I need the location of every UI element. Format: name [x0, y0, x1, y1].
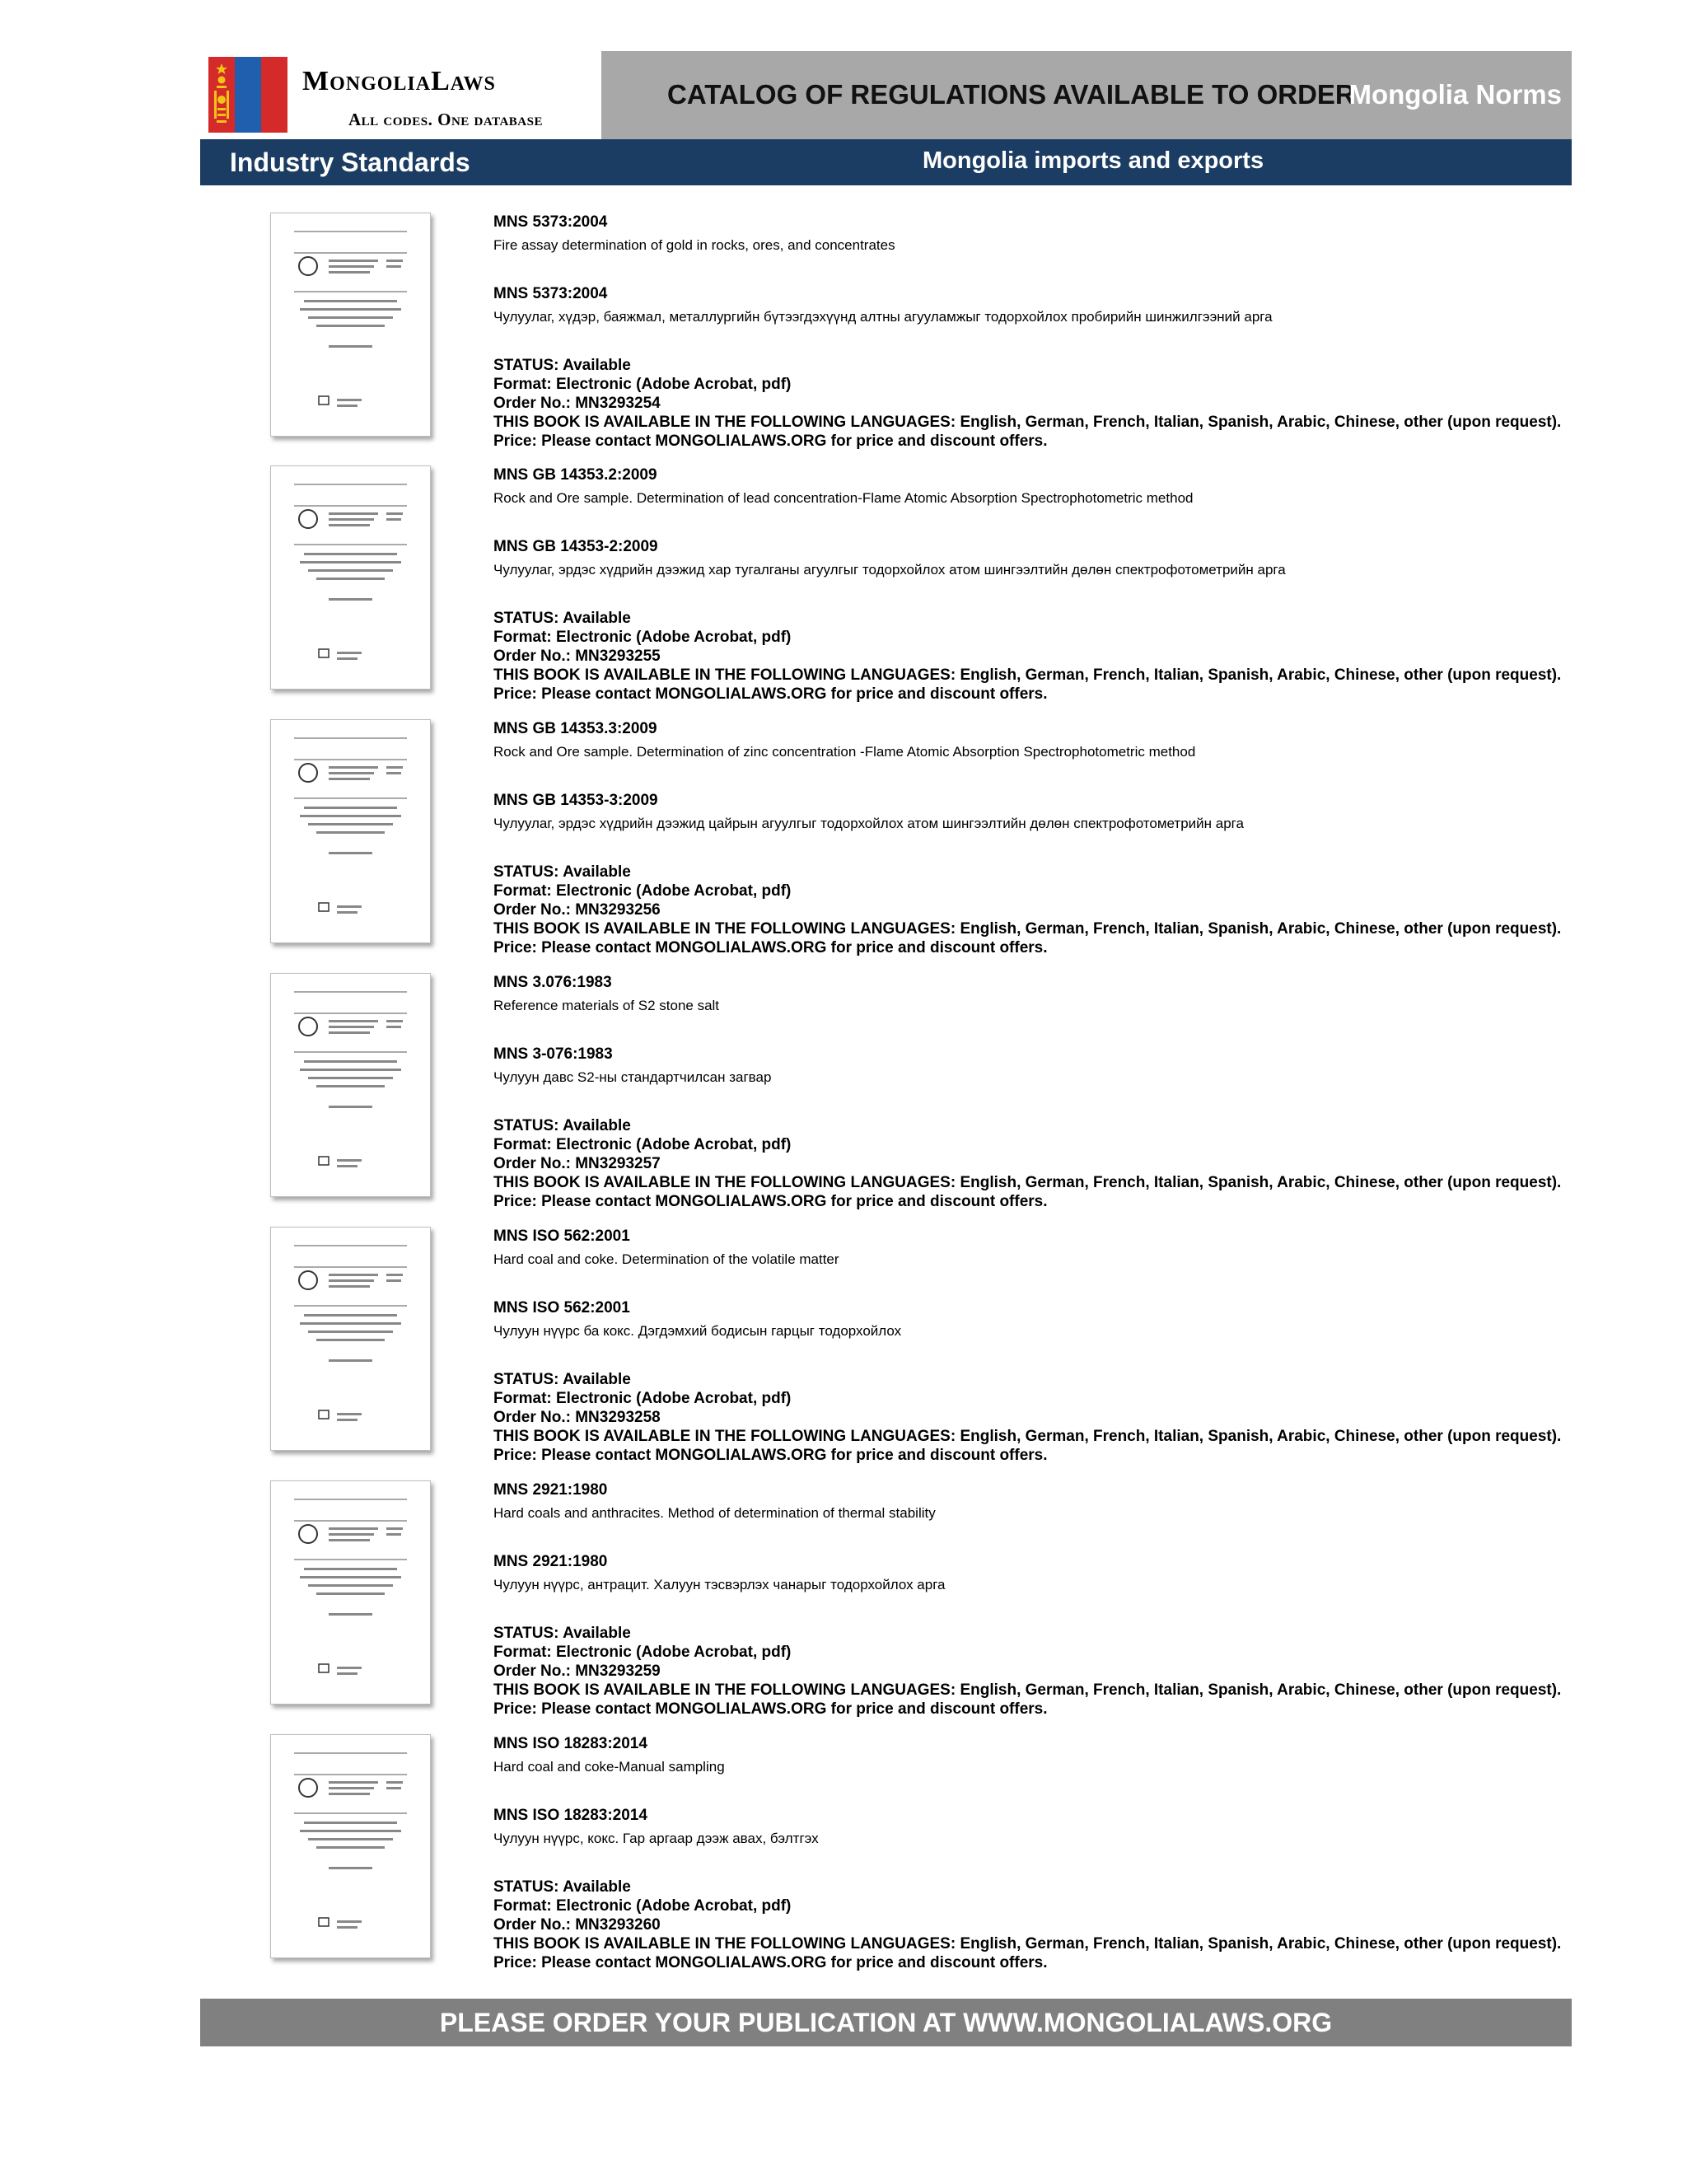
cover-page-icon [271, 1228, 430, 1450]
languages-line: THIS BOOK IS AVAILABLE IN THE FOLLOWING LANGUAGES: English, German, French, Italian, Spanish, Arabic, Chinese, other (upon request). [493, 920, 1562, 938]
standard-title-mn: Чулуун нүүрс, кокс. Гар аргаар дээж авах, бэлтгэх [493, 1831, 819, 1846]
mongolia-flag-icon [208, 57, 287, 133]
catalog-entry-5 [200, 1227, 1572, 1474]
status-line: STATUS: Available [493, 1625, 631, 1642]
status-line: STATUS: Available [493, 863, 631, 881]
standard-code-mn[interactable]: MNS ISO 562:2001 [493, 1299, 630, 1316]
status-line: STATUS: Available [493, 1878, 631, 1896]
standard-code-en[interactable]: MNS 5373:2004 [493, 213, 608, 231]
languages-line: THIS BOOK IS AVAILABLE IN THE FOLLOWING LANGUAGES: English, German, French, Italian, Spanish, Arabic, Chinese, other (upon request). [493, 1174, 1562, 1191]
logo-block[interactable] [200, 51, 601, 139]
entry-details [493, 1734, 1564, 1972]
price-line: Price: Please contact MONGOLIALAWS.ORG for price and discount offers. [493, 1447, 1048, 1464]
standard-code-en[interactable]: MNS 3.076:1983 [493, 974, 612, 991]
price-line: Price: Please contact MONGOLIALAWS.ORG for price and discount offers. [493, 1954, 1048, 1971]
entry-details [493, 1227, 1564, 1465]
standard-title-mn: Чулуулаг, хүдэр, баяжмал, металлургийн бүтээгдэхүүнд алтны агууламжыг тодорхойлох пробирийн шинжилгээний арга [493, 309, 1273, 325]
order-number: Order No.: MN3293258 [493, 1409, 661, 1426]
languages-line: THIS BOOK IS AVAILABLE IN THE FOLLOWING LANGUAGES: English, German, French, Italian, Spanish, Arabic, Chinese, other (upon request). [493, 1935, 1562, 1953]
category-subtitle: Mongolia imports and exports [923, 147, 1264, 174]
format-line: Format: Electronic (Adobe Acrobat, pdf) [493, 1644, 792, 1661]
document-cover-thumbnail[interactable] [270, 719, 431, 943]
format-line: Format: Electronic (Adobe Acrobat, pdf) [493, 882, 792, 900]
standard-code-mn[interactable]: MNS 3-076:1983 [493, 1045, 613, 1063]
catalog-entry-4 [200, 973, 1572, 1220]
page-header [200, 51, 1572, 139]
status-line: STATUS: Available [493, 357, 631, 374]
order-link[interactable]: PLEASE ORDER YOUR PUBLICATION AT WWW.MONGOLIALAWS.ORG [439, 2008, 1333, 2037]
entry-details [493, 719, 1564, 957]
languages-line: THIS BOOK IS AVAILABLE IN THE FOLLOWING LANGUAGES: English, German, French, Italian, Spanish, Arabic, Chinese, other (upon request). [493, 1428, 1562, 1445]
document-cover-thumbnail[interactable] [270, 213, 431, 437]
standard-title-mn: Чулуулаг, эрдэс хүдрийн дээжид хар тугалганы агуулгыг тодорхойлох атом шингээлтийн дөлөн спектрофотометрийн арга [493, 562, 1286, 578]
standard-title-mn: Чулуун нүүрс, антрацит. Халуун тэсвэрлэх чанарыг тодорхойлох арга [493, 1577, 946, 1592]
header-title-bar [601, 51, 1572, 139]
standard-code-en[interactable]: MNS GB 14353.2:2009 [493, 466, 657, 484]
order-number: Order No.: MN3293257 [493, 1155, 661, 1172]
order-number: Order No.: MN3293260 [493, 1916, 661, 1934]
standard-code-en[interactable]: MNS ISO 562:2001 [493, 1228, 630, 1245]
cover-page-icon [271, 466, 430, 689]
catalog-entry-1 [200, 213, 1572, 460]
cover-page-icon [271, 213, 430, 436]
languages-line: THIS BOOK IS AVAILABLE IN THE FOLLOWING LANGUAGES: English, German, French, Italian, Spanish, Arabic, Chinese, other (upon request). [493, 1681, 1562, 1699]
standard-code-mn[interactable]: MNS ISO 18283:2014 [493, 1807, 647, 1824]
standard-title-en: Rock and Ore sample. Determination of zinc concentration -Flame Atomic Absorption Spectrophotometric method [493, 744, 1196, 760]
status-line: STATUS: Available [493, 610, 631, 627]
standard-code-mn[interactable]: MNS 2921:1980 [493, 1553, 608, 1570]
category-title: Industry Standards [230, 147, 470, 177]
order-number: Order No.: MN3293256 [493, 901, 661, 919]
standard-title-mn: Чулуун нүүрс ба кокс. Дэгдэмхий бодисын гарцыг тодорхойлох [493, 1323, 902, 1339]
format-line: Format: Electronic (Adobe Acrobat, pdf) [493, 376, 792, 393]
cover-page-icon [271, 1735, 430, 1957]
order-footer[interactable] [200, 1999, 1572, 2046]
standard-code-en[interactable]: MNS 2921:1980 [493, 1481, 608, 1499]
catalog-entry-3 [200, 719, 1572, 966]
languages-line: THIS BOOK IS AVAILABLE IN THE FOLLOWING LANGUAGES: English, German, French, Italian, Spanish, Arabic, Chinese, other (upon request). [493, 414, 1562, 431]
standard-title-en: Hard coal and coke-Manual sampling [493, 1759, 725, 1775]
entry-details [493, 1480, 1564, 1719]
price-line: Price: Please contact MONGOLIALAWS.ORG for price and discount offers. [493, 1193, 1048, 1210]
document-cover-thumbnail[interactable] [270, 1227, 431, 1451]
catalog-title: CATALOG OF REGULATIONS AVAILABLE TO ORDER [667, 79, 1355, 110]
price-line: Price: Please contact MONGOLIALAWS.ORG for price and discount offers. [493, 685, 1048, 703]
order-number: Order No.: MN3293259 [493, 1663, 661, 1680]
standard-title-mn: Чулуун давс S2-ны стандартчилсан загвар [493, 1069, 772, 1085]
format-line: Format: Electronic (Adobe Acrobat, pdf) [493, 629, 792, 646]
site-label[interactable]: Mongolia Norms [1348, 79, 1562, 110]
document-cover-thumbnail[interactable] [270, 465, 431, 690]
order-number: Order No.: MN3293255 [493, 648, 661, 665]
standard-code-en[interactable]: MNS ISO 18283:2014 [493, 1735, 647, 1752]
entry-details [493, 465, 1564, 704]
brand-name: MongoliaLaws [302, 66, 496, 96]
format-line: Format: Electronic (Adobe Acrobat, pdf) [493, 1136, 792, 1153]
order-number: Order No.: MN3293254 [493, 395, 661, 412]
cover-page-icon [271, 974, 430, 1196]
entry-details [493, 213, 1564, 451]
price-line: Price: Please contact MONGOLIALAWS.ORG for price and discount offers. [493, 1700, 1048, 1718]
cover-page-icon [271, 720, 430, 942]
standard-title-en: Hard coal and coke. Determination of the volatile matter [493, 1251, 839, 1267]
price-line: Price: Please contact MONGOLIALAWS.ORG for price and discount offers. [493, 939, 1048, 956]
standard-code-mn[interactable]: MNS GB 14353-2:2009 [493, 538, 658, 555]
standard-code-mn[interactable]: MNS GB 14353-3:2009 [493, 792, 658, 809]
standard-code-mn[interactable]: MNS 5373:2004 [493, 285, 608, 302]
document-cover-thumbnail[interactable] [270, 1734, 431, 1958]
catalog-entry-6 [200, 1480, 1572, 1728]
status-line: STATUS: Available [493, 1117, 631, 1134]
standard-title-en: Hard coals and anthracites. Method of determination of thermal stability [493, 1505, 936, 1521]
catalog-entry-7 [200, 1734, 1572, 1981]
document-cover-thumbnail[interactable] [270, 1480, 431, 1705]
standard-title-en: Fire assay determination of gold in rocks, ores, and concentrates [493, 237, 895, 253]
standard-title-en: Rock and Ore sample. Determination of lead concentration-Flame Atomic Absorption Spectrophotometric method [493, 490, 1194, 506]
document-cover-thumbnail[interactable] [270, 973, 431, 1197]
brand-tagline: All codes. One database [348, 110, 543, 129]
format-line: Format: Electronic (Adobe Acrobat, pdf) [493, 1897, 792, 1915]
standard-title-mn: Чулуулаг, эрдэс хүдрийн дээжид цайрын агуулгыг тодорхойлох атом шингээлтийн дөлөн спектрофотометрийн арга [493, 816, 1244, 831]
category-bar [200, 139, 1572, 185]
price-line: Price: Please contact MONGOLIALAWS.ORG for price and discount offers. [493, 433, 1048, 450]
cover-page-icon [271, 1481, 430, 1704]
catalog-entry-2 [200, 465, 1572, 713]
entry-details [493, 973, 1564, 1211]
format-line: Format: Electronic (Adobe Acrobat, pdf) [493, 1390, 792, 1407]
status-line: STATUS: Available [493, 1371, 631, 1388]
languages-line: THIS BOOK IS AVAILABLE IN THE FOLLOWING LANGUAGES: English, German, French, Italian, Spanish, Arabic, Chinese, other (upon request). [493, 666, 1562, 684]
standard-title-en: Reference materials of S2 stone salt [493, 998, 720, 1013]
standard-code-en[interactable]: MNS GB 14353.3:2009 [493, 720, 657, 737]
